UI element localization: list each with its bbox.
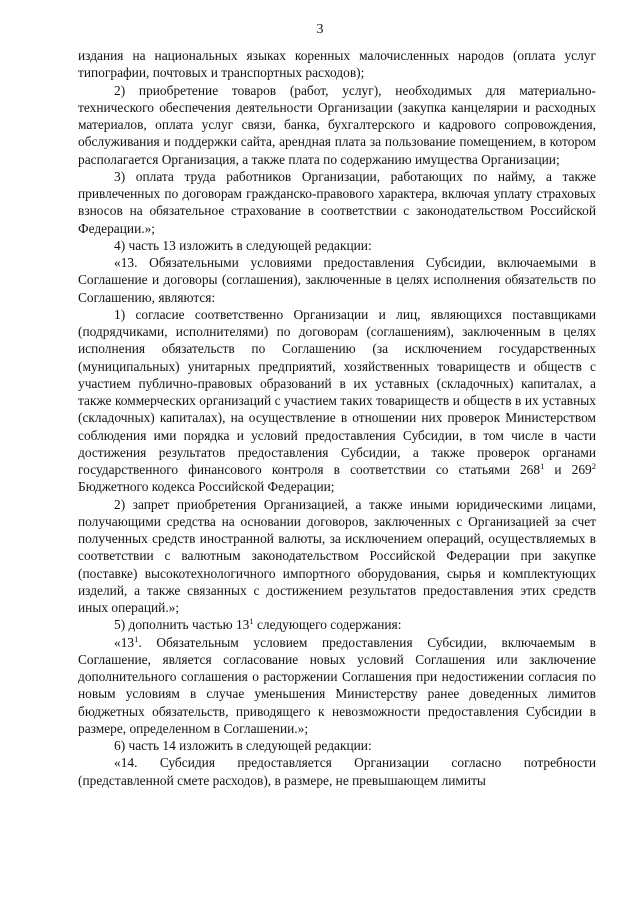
paragraph-text: . Обязательным условием предоставления Субсидии, включаемым в Соглашение, является согласование новых условий Соглашения или заключение дополнительного соглашения о расторжении Соглашения при недостижении согласия по новым условиям в случае уменьшения Министерству ранее доведенных лимитов бюджетных обязательств, приводящего к невозможности предоставления Субсидии в размере, определенном в Соглашении.»;	[78, 634, 596, 736]
paragraph-text: 1) согласие соответственно Организации и лиц, являющихся поставщиками (подрядчиками, исполнителями) по договорам (соглашениям), заключенным в целях исполнения обязательств по Соглашению (за исключением государственных (муниципальных) унитарных предприятий, хозяйственных товариществ и обществ с участием публично-правовых образований в их уставных (складочных) капиталах, а также коммерческих организаций с участием таких товариществ и обществ в их уставных (складочных) капиталах), на осуществление в отношении них проверок Министерством соблюдения ими порядка и условий предоставления Субсидии, в том числе в части достижения результатов предоставления Субсидии, а также проверок органами государственного финансового контроля в соответствии со статьями 268	[78, 306, 596, 477]
paragraph	[78, 616, 596, 633]
paragraph	[78, 496, 596, 617]
paragraph-text: 2) запрет приобретения Организацией, а также иными юридическими лицами, получающими средства на основании договоров, заключенных с Организацией за счет полученных средств иностранной валюты, за исключением операций, осуществляемых в соответствии с валютным законодательством Российской Федерации при закупке (поставке) высокотехнологичного импортного оборудования, сырья и комплектующих изделий, а также связанных с достижением результатов предоставления этих средств иных операций.»;	[78, 496, 596, 615]
paragraph-text: «13	[114, 634, 135, 650]
paragraph-text: и 269	[544, 462, 592, 477]
paragraph-text: следующего содержания:	[253, 617, 402, 633]
paragraph-text: 2) приобретение товаров (работ, услуг), необходимых для материально-технического обеспечения деятельности Организации (закупка канцелярии и расходных материалов, оплата услуг связи, банка, бухгалтерского и кадрового сопровождения, обслуживания и поддержки сайта, арендная плата за пользование помещением, в котором располагается Организация, а также плата по содержанию имущества Организации;	[78, 82, 596, 167]
paragraph	[78, 47, 596, 82]
document-body	[78, 47, 596, 789]
superscript: 1	[134, 633, 139, 644]
paragraph-text: «14. Субсидия предоставляется Организации согласно потребности (представленной смете расходов), в размере, не превышающем лимиты	[78, 755, 596, 788]
paragraph	[78, 254, 596, 306]
paragraph	[78, 168, 596, 237]
paragraph	[78, 737, 596, 754]
paragraph-text: 4) часть 13 изложить в следующей редакции:	[114, 237, 372, 253]
page-number: 3	[316, 22, 324, 37]
superscript: 1	[540, 461, 545, 471]
paragraph-text: издания на национальных языках коренных малочисленных народов (оплата услуг типографии, почтовых и транспортных расходов);	[78, 48, 596, 81]
superscript: 2	[591, 461, 596, 471]
paragraph	[78, 306, 596, 496]
paragraph-text: 6) часть 14 изложить в следующей редакции:	[114, 738, 372, 753]
paragraph	[78, 634, 596, 738]
paragraph-text: 3) оплата труда работников Организации, работающих по найму, а также привлеченных по договорам гражданско-правового характера, включая уплату страховых взносов на обязательное страхование в соответствии с законодательством Российской Федерации.»;	[78, 168, 596, 236]
paragraph-text: «13. Обязательными условиями предоставления Субсидии, включаемыми в Соглашение и договоры (соглашения), заключенные в целях исполнения обязательств по Соглашению, являются:	[78, 255, 596, 305]
superscript: 1	[249, 616, 254, 627]
paragraph	[78, 82, 596, 168]
paragraph-text: Бюджетного кодекса Российской Федерации;	[78, 479, 335, 495]
paragraph	[78, 237, 596, 254]
paragraph	[78, 754, 596, 789]
paragraph-text: 5) дополнить частью 13	[114, 617, 250, 633]
